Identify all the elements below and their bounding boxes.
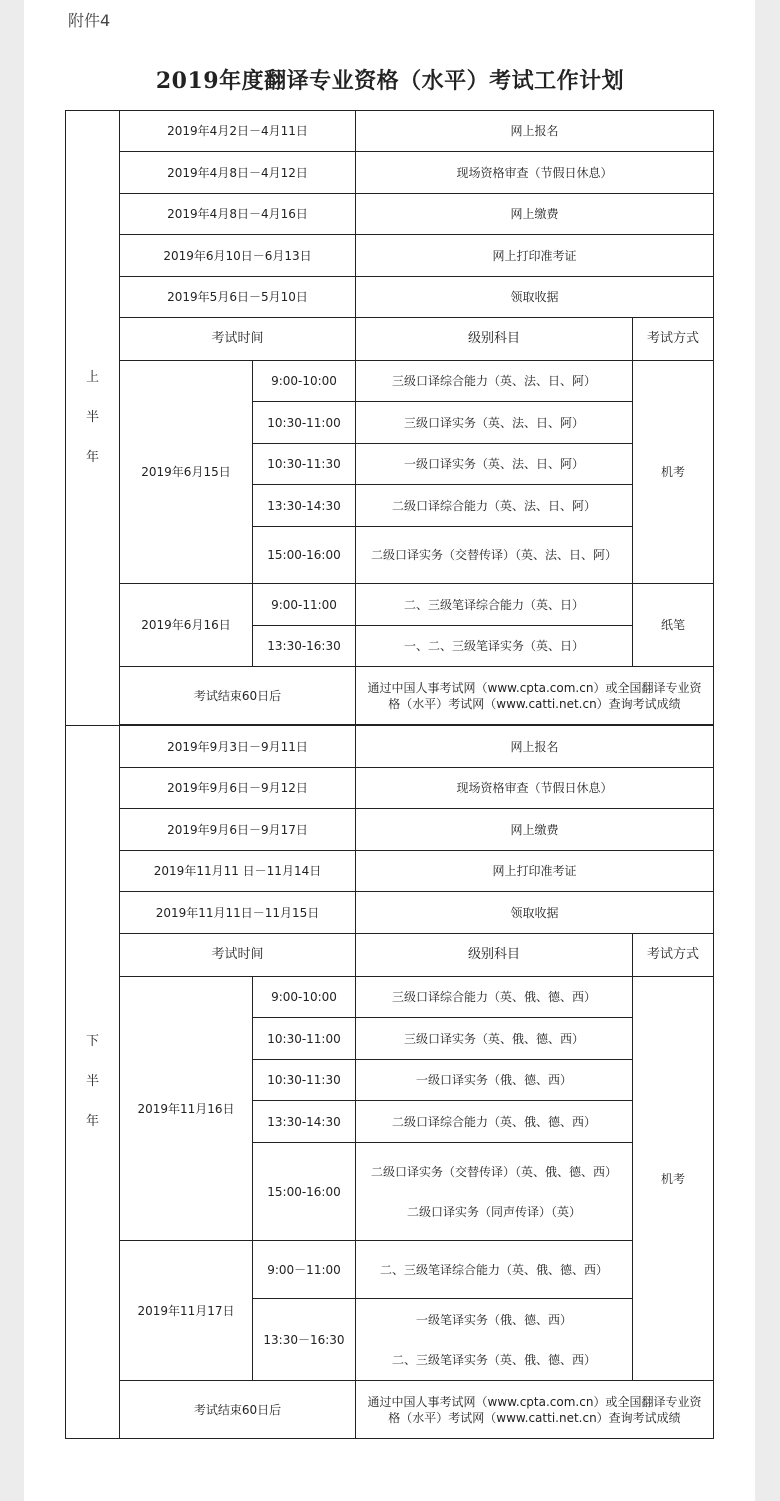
schedule-task: 网上报名 bbox=[356, 726, 714, 768]
exam-time: 13:30－16:30 bbox=[253, 1299, 356, 1381]
table-row bbox=[66, 851, 714, 892]
exam-subject: 三级口译综合能力（英、法、日、阿） bbox=[356, 361, 633, 402]
table-header-row bbox=[66, 934, 714, 977]
exam-time: 10:30-11:00 bbox=[253, 402, 356, 444]
exam-time: 10:30-11:30 bbox=[253, 1060, 356, 1101]
exam-subject-line: 二级口译实务（交替传译）（英、俄、德、西） bbox=[370, 1164, 617, 1179]
table-row bbox=[66, 1241, 714, 1299]
exam-subject: 二、三级笔译综合能力（英、俄、德、西） bbox=[356, 1241, 633, 1299]
result-info: 通过中国人事考试网（www.cpta.com.cn）或全国翻译专业资格（水平）考试网（www.catti.net.cn）查询考试成绩 bbox=[356, 1381, 714, 1439]
table-row bbox=[66, 361, 714, 402]
exam-subject: 一、二、三级笔译实务（英、日） bbox=[356, 626, 633, 667]
table-row bbox=[66, 277, 714, 318]
exam-date: 2019年11月16日 bbox=[120, 977, 253, 1241]
header-exam-time: 考试时间 bbox=[120, 318, 356, 361]
table-row bbox=[66, 892, 714, 934]
table-row bbox=[66, 667, 714, 725]
exam-time: 15:00-16:00 bbox=[253, 1143, 356, 1241]
schedule-date: 2019年9月3日－9月11日 bbox=[120, 726, 356, 768]
table-row bbox=[66, 1381, 714, 1439]
exam-time: 9:00-10:00 bbox=[253, 977, 356, 1018]
table-row bbox=[66, 194, 714, 235]
schedule-date: 2019年6月10日－6月13日 bbox=[120, 235, 356, 277]
exam-subject: 二级口译综合能力（英、俄、德、西） bbox=[356, 1101, 633, 1143]
table-row bbox=[66, 768, 714, 809]
exam-subject: 三级口译实务（英、法、日、阿） bbox=[356, 402, 633, 444]
schedule-date: 2019年5月6日－5月10日 bbox=[120, 277, 356, 318]
schedule-date: 2019年11月11 日－11月14日 bbox=[120, 851, 356, 892]
exam-subject bbox=[356, 1299, 633, 1381]
exam-date: 2019年6月16日 bbox=[120, 584, 253, 667]
schedule-task: 网上缴费 bbox=[356, 194, 714, 235]
table-row bbox=[66, 977, 714, 1018]
exam-subject-line: 二级口译实务（同声传译）（英） bbox=[406, 1204, 581, 1219]
exam-time: 9:00-10:00 bbox=[253, 361, 356, 402]
exam-subject: 一级口译实务（俄、德、西） bbox=[356, 1060, 633, 1101]
schedule-date: 2019年4月8日－4月16日 bbox=[120, 194, 356, 235]
second-half-label: 下 半 年 bbox=[66, 726, 120, 1439]
exam-time: 15:00-16:00 bbox=[253, 527, 356, 584]
header-subject: 级别科目 bbox=[356, 934, 633, 977]
exam-subject bbox=[356, 1143, 633, 1241]
table-header-row bbox=[66, 318, 714, 361]
result-time: 考试结束60日后 bbox=[120, 667, 356, 725]
schedule-task: 网上报名 bbox=[356, 111, 714, 152]
schedule-table bbox=[65, 110, 714, 1439]
exam-time: 9:00－11:00 bbox=[253, 1241, 356, 1299]
schedule-date: 2019年11月11日－11月15日 bbox=[120, 892, 356, 934]
result-time: 考试结束60日后 bbox=[120, 1381, 356, 1439]
exam-method: 机考 bbox=[633, 977, 714, 1381]
schedule-task: 现场资格审查（节假日休息） bbox=[356, 768, 714, 809]
header-subject: 级别科目 bbox=[356, 318, 633, 361]
result-info: 通过中国人事考试网（www.cpta.com.cn）或全国翻译专业资格（水平）考试网（www.catti.net.cn）查询考试成绩 bbox=[356, 667, 714, 725]
exam-subject: 二、三级笔译综合能力（英、日） bbox=[356, 584, 633, 626]
exam-subject: 三级口译综合能力（英、俄、德、西） bbox=[356, 977, 633, 1018]
exam-method: 机考 bbox=[633, 361, 714, 584]
exam-date: 2019年6月15日 bbox=[120, 361, 253, 584]
exam-subject: 二级口译实务（交替传译）（英、法、日、阿） bbox=[356, 527, 633, 584]
exam-subject: 一级口译实务（英、法、日、阿） bbox=[356, 444, 633, 485]
schedule-task: 现场资格审查（节假日休息） bbox=[356, 152, 714, 194]
exam-subject-line: 一级笔译实务（俄、德、西） bbox=[415, 1312, 572, 1327]
schedule-task: 领取收据 bbox=[356, 892, 714, 934]
schedule-task: 领取收据 bbox=[356, 277, 714, 318]
schedule-date: 2019年4月2日－4月11日 bbox=[120, 111, 356, 152]
exam-time: 10:30-11:00 bbox=[253, 1018, 356, 1060]
exam-time: 13:30-14:30 bbox=[253, 485, 356, 527]
exam-subject: 三级口译实务（英、俄、德、西） bbox=[356, 1018, 633, 1060]
first-half-label: 上 半 年 bbox=[66, 111, 120, 726]
exam-subject-line: 二、三级笔译实务（英、俄、德、西） bbox=[391, 1352, 596, 1367]
page-title: 2019年度翻译专业资格（水平）考试工作计划 bbox=[155, 68, 625, 94]
attachment-label: 附件4 bbox=[68, 11, 111, 30]
exam-subject: 二级口译综合能力（英、法、日、阿） bbox=[356, 485, 633, 527]
schedule-task: 网上缴费 bbox=[356, 809, 714, 851]
table-row bbox=[66, 111, 714, 152]
table-row bbox=[66, 809, 714, 851]
table-row bbox=[66, 235, 714, 277]
exam-time: 9:00-11:00 bbox=[253, 584, 356, 626]
header-method: 考试方式 bbox=[633, 934, 714, 977]
schedule-date: 2019年9月6日－9月17日 bbox=[120, 809, 356, 851]
schedule-task: 网上打印准考证 bbox=[356, 235, 714, 277]
table-row bbox=[66, 584, 714, 626]
schedule-date: 2019年9月6日－9月12日 bbox=[120, 768, 356, 809]
schedule-date: 2019年4月8日－4月12日 bbox=[120, 152, 356, 194]
table-row bbox=[66, 152, 714, 194]
table-row bbox=[66, 726, 714, 768]
exam-method: 纸笔 bbox=[633, 584, 714, 667]
exam-date: 2019年11月17日 bbox=[120, 1241, 253, 1381]
exam-time: 10:30-11:30 bbox=[253, 444, 356, 485]
header-exam-time: 考试时间 bbox=[120, 934, 356, 977]
schedule-task: 网上打印准考证 bbox=[356, 851, 714, 892]
exam-time: 13:30-14:30 bbox=[253, 1101, 356, 1143]
exam-time: 13:30-16:30 bbox=[253, 626, 356, 667]
header-method: 考试方式 bbox=[633, 318, 714, 361]
